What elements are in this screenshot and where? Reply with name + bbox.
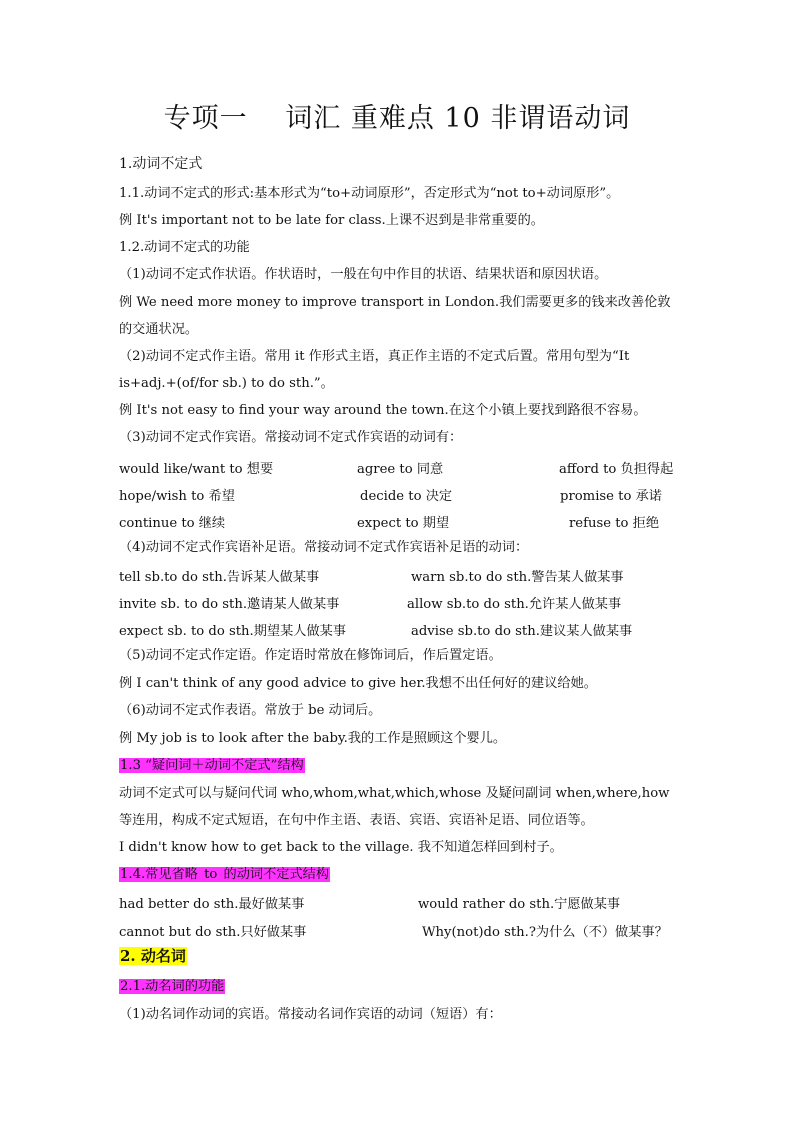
highlighted-heading: 2.1.动名词的功能 [120,979,225,994]
verb-phrase-item: invite sb. to do sth.邀请某人做某事 [119,597,340,612]
section-1-2-heading: 1.2.动词不定式的功能 [119,240,250,255]
gerund-function-1: （1)动名词作动词的宾语。常接动名词作宾语的动词（短语）有： [119,1007,502,1022]
verb-phrase-item: allow sb.to do sth.允许某人做某事 [407,597,622,612]
highlighted-heading: 1.4.常见省略 [120,867,203,882]
example-1: 例 It's important not to be late for class.上课不迟到是非常重要的。 [119,213,544,228]
section-1-3-heading [119,757,679,775]
function-3: （3)动词不定式作宾语。常接动词不定式作宾语的动词有： [119,430,463,445]
example-6: 例 My job is to look after the baby.我的工作是照顾这个婴儿。 [119,731,507,746]
omit-to-item: would rather do sth.宁愿做某事 [418,897,621,912]
example-2: 例 We need more money to improve transport in London.我们需要更多的钱来改善伦敦的交通状况。 [119,295,671,337]
section-1-heading: 1.动词不定式 [119,156,203,172]
function-2: （2)动词不定式作主语。常用 it 作形式主语，真正作主语的不定式后置。常用句型为“It is+adj.+(of/for sb.) to do sth.”。 [119,349,630,391]
section-1-1-text: 1.1.动词不定式的形式:基本形式为“to+动词原形”，否定形式为“not to+动词原形”。 [119,186,620,201]
function-6: （6)动词不定式作表语。常放于 be 动词后。 [119,703,382,718]
example-5: 例 I can't think of any good advice to give her.我想不出任何好的建议给她。 [119,676,597,691]
example-7: I didn't know how to get back to the village. 我不知道怎样回到村子。 [119,840,563,855]
verb-item: continue to 继续 [119,516,226,531]
omit-to-item: Why(not)do sth.?为什么（不）做某事？ [422,925,668,940]
verb-item: afford to 负担得起 [559,462,674,477]
section-1-3-paragraph: 动词不定式可以与疑问代词 who,whom,what,which,whose 及疑问副词 when,where,how 等连用，构成不定式短语，在句中作主语、表语、宾语、宾语补足语、同位语等。 [119,786,670,828]
verb-phrase-item: advise sb.to do sth.建议某人做某事 [411,624,633,639]
section-2-1-heading [119,978,679,996]
function-4: （4)动词不定式作宾语补足语。常接动词不定式作宾语补足语的动词： [119,540,529,555]
verb-item: expect to 期望 [357,516,450,531]
verb-item: agree to 同意 [357,462,444,477]
highlighted-heading: to [204,867,218,882]
verb-item: promise to 承诺 [560,489,662,504]
function-5: （5)动词不定式作定语。作定语时常放在修饰词后，作后置定语。 [119,648,502,663]
omit-to-item: had better do sth.最好做某事 [119,897,305,912]
highlighted-heading: 1.3 “疑问词＋动词不定式”结构 [120,758,304,773]
verb-phrase-item: warn sb.to do sth.警告某人做某事 [411,570,624,585]
page-title: 专项一 词汇 重难点 10 非谓语动词 [163,103,631,134]
verb-phrase-item: expect sb. to do sth.期望某人做某事 [119,624,347,639]
omit-to-item: cannot but do sth.只好做某事 [119,925,307,940]
function-1: （1)动词不定式作状语。作状语时，一般在句中作目的状语、结果状语和原因状语。 [119,267,608,282]
highlighted-heading: 2. 动名词 [120,947,186,965]
section-1-4-heading [119,866,679,884]
verb-item: hope/wish to 希望 [119,489,235,504]
verb-item: would like/want to 想要 [119,462,274,477]
verb-phrase-item: tell sb.to do sth.告诉某人做某事 [119,570,320,585]
verb-item: decide to 决定 [360,489,453,504]
section-2-heading [119,947,679,967]
verb-item: refuse to 拒绝 [569,516,660,531]
example-3: 例 It's not easy to find your way around the town.在这个小镇上要找到路很不容易。 [119,403,647,418]
highlighted-heading: 的动词不定式结构 [219,867,330,882]
